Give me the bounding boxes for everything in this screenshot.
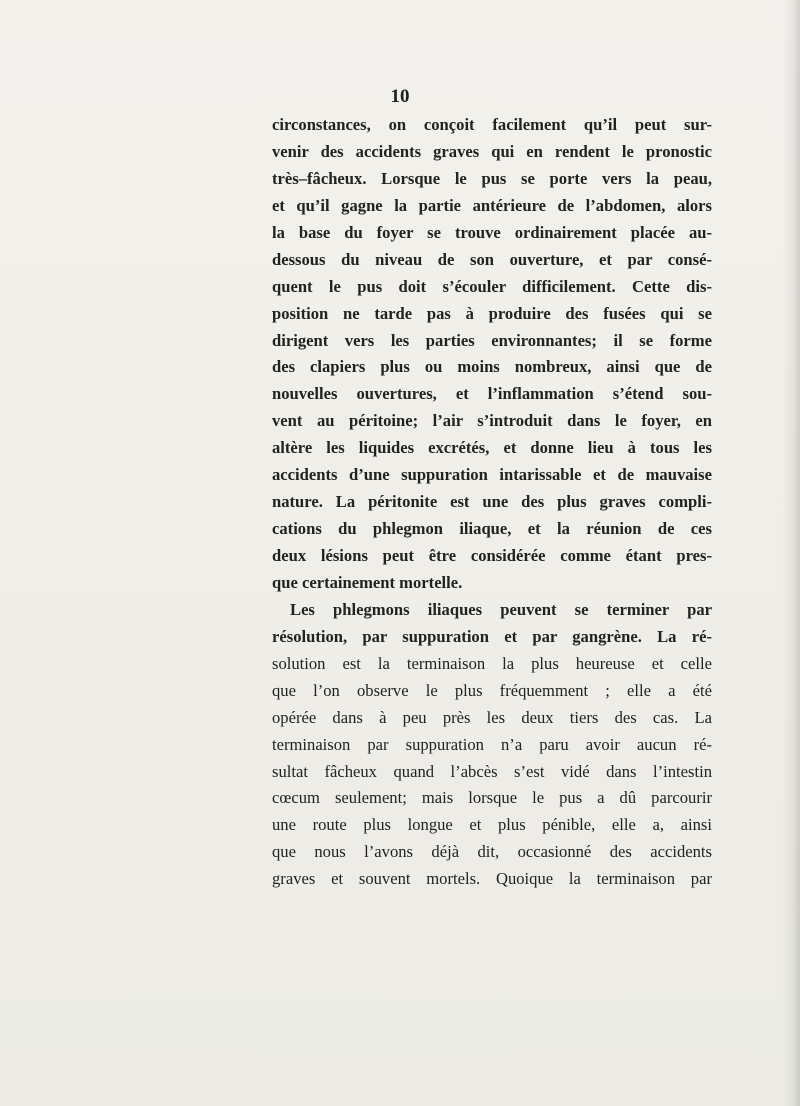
text-line: accidents d’une suppuration intarissable et de mauvaise xyxy=(272,465,712,485)
text-line: circonstances, on conçoit facilement qu’il peut sur- xyxy=(272,115,712,134)
text-line: opérée dans à peu près les deux tiers des cas. La xyxy=(272,707,712,727)
text-line: cations du phlegmon iliaque, et la réunion de ces xyxy=(272,519,712,539)
text-line: position ne tarde pas à produire des fusées qui se xyxy=(272,303,712,323)
paragraph-start-line: Les phlegmons iliaques peuvent se terminer par xyxy=(290,599,712,619)
text-line: que l’on observe le plus fréquemment ; elle a été xyxy=(272,680,712,700)
text-line: une route plus longue et plus pénible, elle a, ainsi xyxy=(272,815,712,835)
text-line: nouvelles ouvertures, et l’inflammation s’étend sou- xyxy=(272,384,712,404)
text-line: et qu’il gagne la partie antérieure de l’abdomen, alors xyxy=(272,195,712,215)
text-line: très–fâcheux. Lorsque le pus se porte vers la peau, xyxy=(272,168,712,188)
text-line: graves et souvent mortels. Quoique la terminaison par xyxy=(272,869,712,889)
text-line: cœcum seulement; mais lorsque le pus a dû parcourir xyxy=(272,788,712,808)
text-line: dirigent vers les parties environnantes; il se forme xyxy=(272,330,712,350)
text-line: résolution, par suppuration et par gangrène. La ré- xyxy=(272,626,712,646)
text-line: vent au péritoine; l’air s’introduit dans le foyer, en xyxy=(272,411,712,431)
text-line: deux lésions peut être considérée comme étant pres- xyxy=(272,546,712,565)
text-line: terminaison par suppuration n’a paru avoir aucun ré- xyxy=(272,734,712,754)
body-text xyxy=(272,112,712,893)
page-number: 10 xyxy=(390,86,410,107)
text-line: nature. La péritonite est une des plus graves compli- xyxy=(272,492,712,512)
text-line: sultat fâcheux quand l’abcès s’est vidé dans l’intestin xyxy=(272,761,712,781)
text-line: dessous du niveau de son ouverture, et par consé- xyxy=(272,249,712,269)
text-line: la base du foyer se trouve ordinairement placée au- xyxy=(272,222,712,242)
text-line: altère les liquides excrétés, et donne lieu à tous les xyxy=(272,438,712,458)
text-line: solution est la terminaison la plus heureuse et celle xyxy=(272,653,712,673)
text-line: que nous l’avons déjà dit, occasionné des accidents xyxy=(272,842,712,862)
text-line: quent le pus doit s’écouler difficilement. Cette dis- xyxy=(272,276,712,296)
text-line: des clapiers plus ou moins nombreux, ainsi que de xyxy=(272,357,712,377)
text-line: venir des accidents graves qui en rendent le pronostic xyxy=(272,141,712,161)
paragraph-end-line: que certainement mortelle. xyxy=(272,572,463,592)
page-edge-shadow xyxy=(782,0,800,1106)
